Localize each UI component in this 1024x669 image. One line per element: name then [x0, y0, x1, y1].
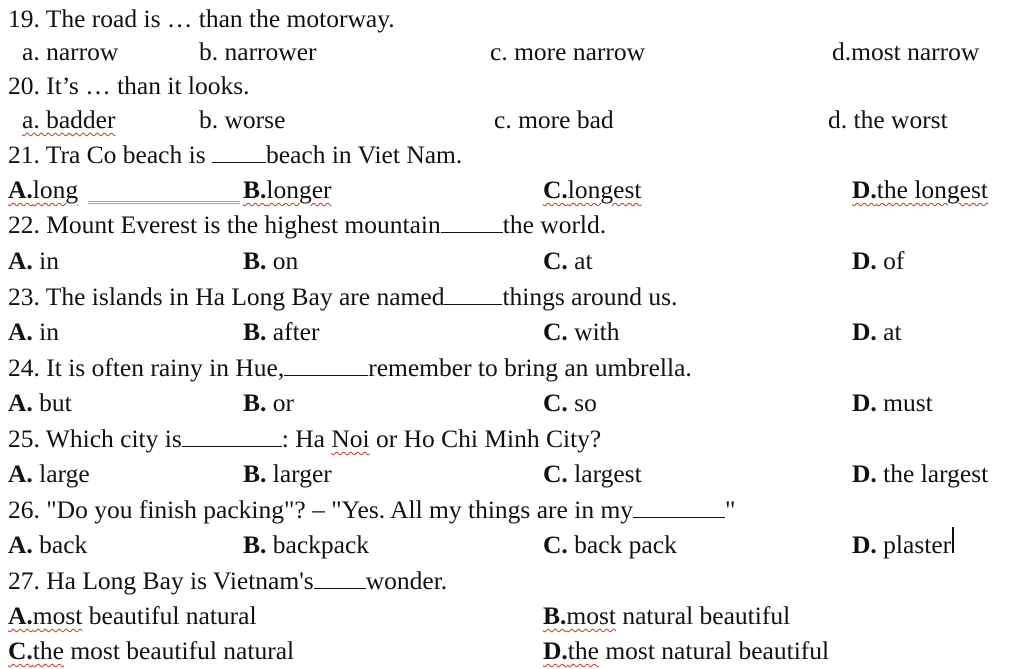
question-20: [0, 68, 1024, 104]
question-22-options: [0, 243, 1024, 279]
question-27-pre: 27. Ha Long Bay is Vietnam's: [8, 566, 314, 595]
question-23: [0, 279, 1024, 315]
question-25-pre: 25. Which city is: [8, 424, 182, 453]
option-23-a-text: in: [32, 317, 60, 346]
option-21-d-letter: D.: [852, 175, 877, 204]
option-27-a-text: most: [32, 601, 83, 630]
option-24-d: [852, 385, 933, 421]
option-19-c: c. more narrow: [490, 37, 646, 66]
option-21-d: [852, 172, 988, 208]
option-20-d: d. the worst: [828, 105, 948, 134]
answer-blank: [212, 138, 266, 163]
option-23-a-letter: A.: [8, 317, 33, 346]
question-23-post: things around us.: [502, 282, 678, 311]
question-26-stem: [8, 492, 735, 528]
option-22-d-letter: D.: [852, 246, 877, 275]
option-20-a: a. badder: [22, 105, 116, 134]
option-22-a-text: in: [32, 246, 60, 275]
option-25-a-text: large: [32, 459, 90, 488]
option-24-a-text: but: [32, 388, 72, 417]
question-26-pre: 26. "Do you finish packing"? – "Yes. All my things are in my: [8, 495, 634, 524]
option-22-c-text: at: [567, 246, 593, 275]
question-27-post: wonder.: [365, 566, 448, 595]
question-24-options: [0, 385, 1024, 421]
question-27-stem: [8, 563, 447, 599]
option-26-b-letter: B.: [243, 530, 267, 559]
option-23-b: [243, 314, 319, 350]
option-23-c: [543, 314, 620, 350]
question-19-stem: 19. The road is … than the motorway.: [8, 4, 395, 33]
double-underline: [88, 201, 240, 204]
option-26-c: [543, 527, 677, 563]
question-21: [0, 137, 1024, 173]
option-22-b-text: on: [266, 246, 299, 275]
option-21-a-text: long: [32, 175, 79, 204]
option-27-b-text: most: [566, 601, 616, 630]
option-21-a: [8, 172, 78, 208]
option-24-b-text: or: [266, 388, 295, 417]
question-26-post: ": [725, 495, 736, 524]
question-27-options-row1: [0, 598, 1024, 634]
question-24: [0, 350, 1024, 386]
question-21-pre: 21. Tra Co beach is: [8, 140, 212, 169]
question-25-post: or Ho Chi Minh City?: [369, 424, 602, 453]
question-24-post: remember to bring an umbrella.: [368, 353, 692, 382]
question-26: [0, 492, 1024, 528]
option-23-d-text: at: [876, 317, 902, 346]
question-25-options: [0, 456, 1024, 492]
option-21-b-letter: B.: [243, 175, 267, 204]
option-27-d-rest: most natural beautiful: [598, 636, 830, 665]
option-23-a: [8, 314, 59, 350]
option-26-c-text: back pack: [567, 530, 677, 559]
option-21-a-letter: A.: [8, 175, 33, 204]
answer-blank: [182, 422, 282, 447]
option-26-b-text: backpack: [266, 530, 370, 559]
option-26-a: [8, 527, 87, 563]
option-22-b-letter: B.: [243, 246, 267, 275]
option-23-c-text: with: [567, 317, 620, 346]
option-25-b-text: larger: [266, 459, 332, 488]
option-22-a: [8, 243, 59, 279]
option-24-d-text: must: [876, 388, 933, 417]
question-24-pre: 24. It is often rainy in Hue,: [8, 353, 285, 382]
option-27-c-letter: C.: [8, 636, 33, 665]
option-23-b-text: after: [266, 317, 320, 346]
option-22-d: [852, 243, 904, 279]
question-26-options: [0, 527, 1024, 563]
option-21-c-text: longest: [567, 175, 642, 204]
question-22-post: the world.: [502, 210, 607, 239]
question-25: [0, 421, 1024, 457]
question-21-stem: [8, 137, 462, 173]
option-25-c-text: largest: [567, 459, 642, 488]
question-25-mid: : Ha: [281, 424, 332, 453]
question-27: [0, 563, 1024, 599]
question-20-options: [0, 102, 1024, 138]
option-24-b-letter: B.: [243, 388, 267, 417]
question-19: [0, 1, 1024, 37]
option-25-b-letter: B.: [243, 459, 267, 488]
option-27-c: [8, 633, 294, 669]
option-21-c-letter: C.: [543, 175, 568, 204]
option-25-d-text: the largest: [876, 459, 989, 488]
option-24-c-text: so: [567, 388, 597, 417]
option-27-c-text: the: [32, 636, 64, 665]
option-19-a: a. narrow: [22, 37, 119, 66]
question-27-options-row2: [0, 633, 1024, 669]
question-24-stem: [8, 350, 692, 386]
option-27-a-rest: beautiful natural: [82, 601, 257, 630]
option-25-d-letter: D.: [852, 459, 877, 488]
question-23-options: [0, 314, 1024, 350]
option-22-c: [543, 243, 593, 279]
option-22-c-letter: C.: [543, 246, 568, 275]
option-27-a: [8, 598, 257, 634]
option-22-d-text: of: [876, 246, 905, 275]
option-27-d-text: the: [567, 636, 599, 665]
option-20-b: b. worse: [199, 105, 286, 134]
text-cursor: [952, 527, 954, 553]
option-25-a: [8, 456, 90, 492]
option-26-b: [243, 527, 369, 563]
answer-blank: [444, 280, 502, 305]
option-27-d: [543, 633, 829, 669]
option-25-b: [243, 456, 332, 492]
option-19-d: d.most narrow: [832, 37, 980, 66]
option-26-d: [852, 527, 951, 563]
question-19-options: [0, 34, 1024, 70]
option-19-b: b. narrower: [199, 37, 317, 66]
option-26-a-text: back: [32, 530, 88, 559]
question-23-stem: [8, 279, 677, 315]
option-27-d-letter: D.: [543, 636, 568, 665]
option-27-a-letter: A.: [8, 601, 33, 630]
option-21-b: [243, 172, 332, 208]
option-27-b-rest: natural beautiful: [615, 601, 791, 630]
option-25-c-letter: C.: [543, 459, 568, 488]
option-24-c: [543, 385, 597, 421]
option-23-c-letter: C.: [543, 317, 568, 346]
option-26-d-letter: D.: [852, 530, 877, 559]
option-24-c-letter: C.: [543, 388, 568, 417]
question-21-post: beach in Viet Nam.: [266, 140, 463, 169]
option-27-b-letter: B.: [543, 601, 567, 630]
question-20-stem: 20. It’s … than it looks.: [8, 71, 250, 100]
option-24-d-letter: D.: [852, 388, 877, 417]
option-24-a: [8, 385, 72, 421]
question-25-stem: [8, 421, 601, 457]
option-21-b-text: longer: [266, 175, 332, 204]
answer-blank: [314, 564, 366, 589]
question-25-noi: Noi: [331, 424, 370, 453]
question-22-stem: [8, 207, 606, 243]
option-21-d-text: the longest: [876, 175, 988, 204]
option-27-b: [543, 598, 790, 634]
option-25-d: [852, 456, 988, 492]
option-23-d-letter: D.: [852, 317, 877, 346]
option-25-a-letter: A.: [8, 459, 33, 488]
answer-blank: [441, 208, 503, 233]
option-24-a-letter: A.: [8, 388, 33, 417]
question-22: [0, 207, 1024, 243]
option-26-a-letter: A.: [8, 530, 33, 559]
question-22-pre: 22. Mount Everest is the highest mountain: [8, 210, 441, 239]
option-25-c: [543, 456, 642, 492]
answer-blank: [633, 493, 725, 518]
option-26-c-letter: C.: [543, 530, 568, 559]
question-23-pre: 23. The islands in Ha Long Bay are named: [8, 282, 445, 311]
option-22-b: [243, 243, 298, 279]
option-27-c-rest: most beautiful natural: [63, 636, 295, 665]
option-23-b-letter: B.: [243, 317, 267, 346]
option-22-a-letter: A.: [8, 246, 33, 275]
option-24-b: [243, 385, 294, 421]
option-21-c: [543, 172, 641, 208]
option-23-d: [852, 314, 902, 350]
answer-blank: [284, 351, 368, 376]
option-20-c: c. more bad: [494, 105, 614, 134]
option-26-d-text: plaster: [876, 530, 952, 559]
